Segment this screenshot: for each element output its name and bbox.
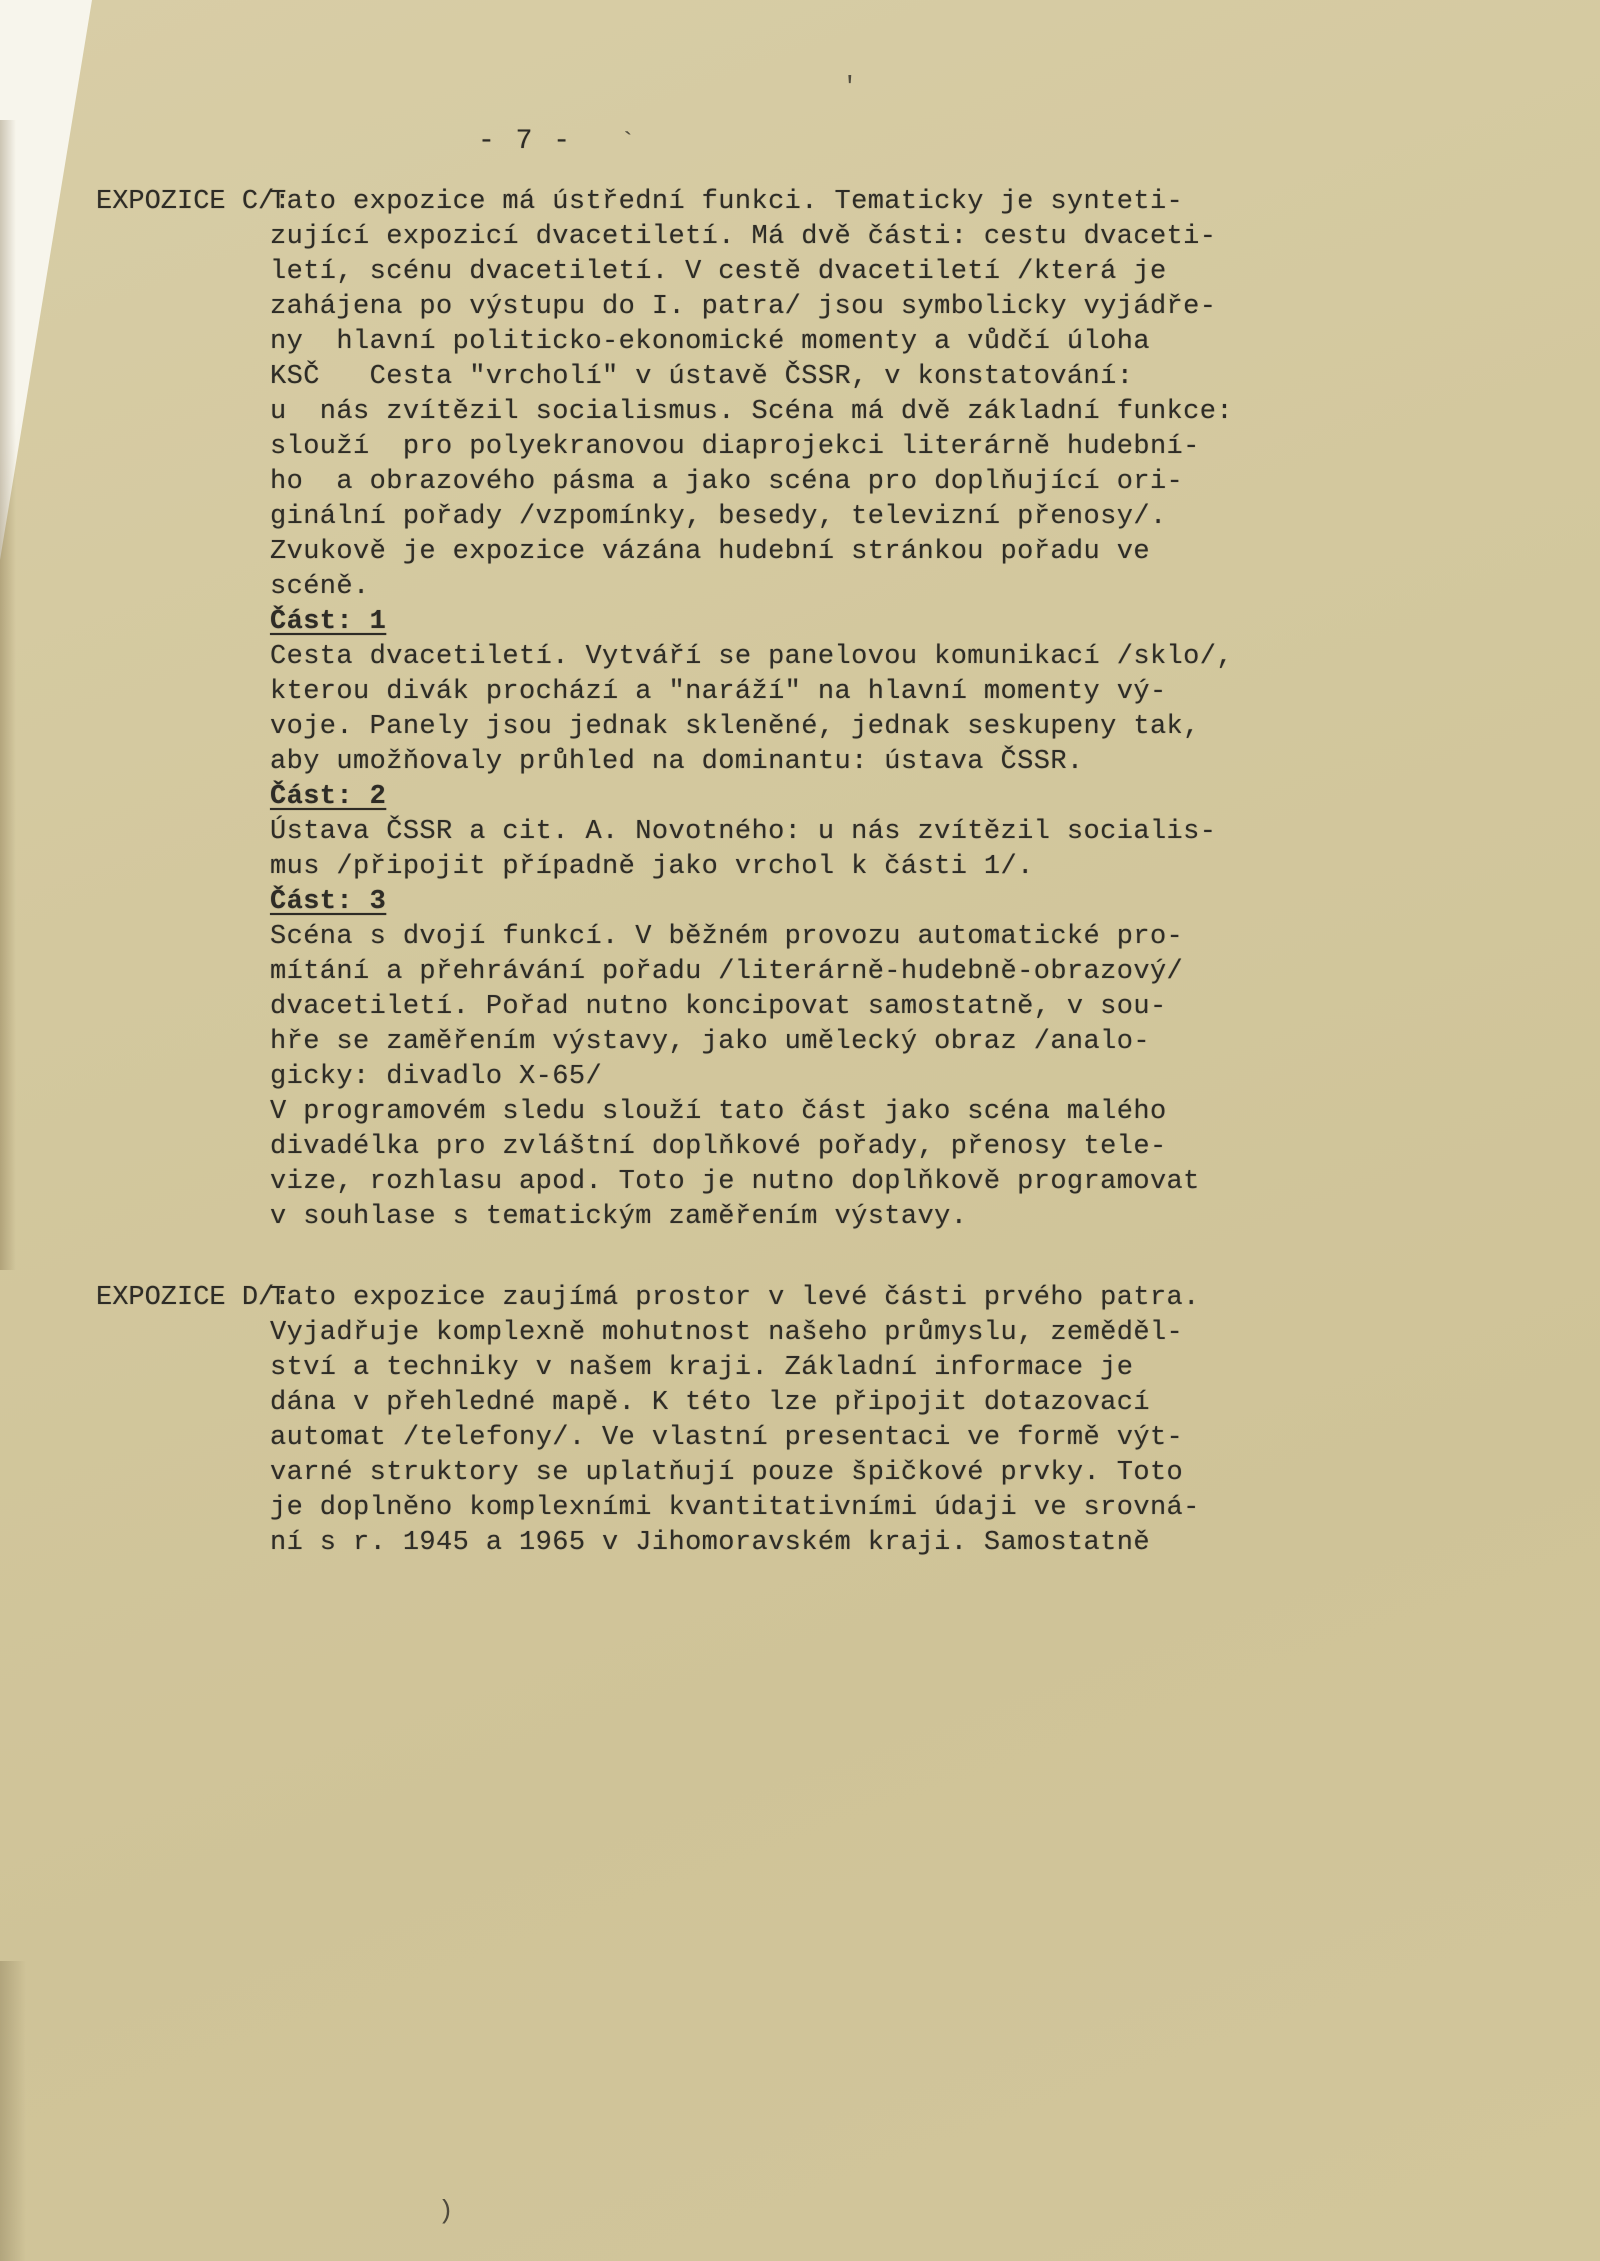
text-line: v souhlase s tematickým zaměřením výstavy. <box>270 1202 968 1232</box>
text-line: vize, rozhlasu apod. Toto je nutno doplňkově programovat <box>270 1167 1200 1197</box>
section-body <box>270 1281 1200 1561</box>
text-line: aby umožňovaly průhled na dominantu: ústava ČSSR. <box>270 747 1084 777</box>
text-line: letí, scénu dvacetiletí. V cestě dvacetiletí /která je <box>270 257 1167 287</box>
text-line: je doplněno komplexními kvantitativními údaji ve srovná- <box>270 1493 1200 1523</box>
text-line: Tato expozice má ústřední funkci. Tematicky je synteti- <box>270 187 1184 217</box>
text-line: Tato expozice zaujímá prostor v levé části prvého patra. <box>270 1283 1200 1313</box>
paper-edge-shadow-bottom <box>0 1961 26 2261</box>
scan-artifact: ' <box>842 72 858 102</box>
text-line: zující expozicí dvacetiletí. Má dvě části: cestu dvaceti- <box>270 222 1217 252</box>
scan-artifact: ` <box>620 128 636 158</box>
text-line: ství a techniky v našem kraji. Základní informace je <box>270 1353 1134 1383</box>
text-line: ní s r. 1945 a 1965 v Jihomoravském kraji. Samostatně <box>270 1528 1150 1558</box>
part-heading: Část: 2 <box>270 782 387 812</box>
text-line: automat /telefony/. Ve vlastní presentaci ve formě výt- <box>270 1423 1184 1453</box>
text-line: kterou divák prochází a "naráží" na hlavní momenty vý- <box>270 677 1167 707</box>
text-line: Zvukově je expozice vázána hudební stránkou pořadu ve <box>270 537 1150 567</box>
section-expozice-c <box>0 185 1600 1235</box>
text-line: Ústava ČSSR a cit. A. Novotného: u nás zvítězil socialis- <box>270 817 1217 847</box>
text-line: slouží pro polyekranovou diaprojekci literárně hudební- <box>270 432 1200 462</box>
section-label: EXPOZICE D/: <box>96 1283 291 1313</box>
text-line: u nás zvítězil socialismus. Scéna má dvě základní funkce: <box>270 397 1233 427</box>
text-line: scéně. <box>270 572 370 602</box>
text-line: Vyjadřuje komplexně mohutnost našeho průmyslu, zeměděl- <box>270 1318 1184 1348</box>
text-line: Scéna s dvojí funkcí. V běžném provozu automatické pro- <box>270 922 1184 952</box>
text-line: zahájena po výstupu do I. patra/ jsou symbolicky vyjádře- <box>270 292 1217 322</box>
text-line: hře se zaměřením výstavy, jako umělecký obraz /analo- <box>270 1027 1150 1057</box>
text-line: dvacetiletí. Pořad nutno koncipovat samostatně, v sou- <box>270 992 1167 1022</box>
page-number: - 7 - <box>478 126 573 157</box>
text-line: V programovém sledu slouží tato část jako scéna malého <box>270 1097 1167 1127</box>
text-line: gicky: divadlo X-65/ <box>270 1062 603 1092</box>
text-line: KSČ Cesta "vrcholí" v ústavě ČSSR, v konstatování: <box>270 362 1134 392</box>
text-line: mus /připojit případně jako vrchol k části 1/. <box>270 852 1034 882</box>
text-line: mítání a přehrávání pořadu /literárně-hudebně-obrazový/ <box>270 957 1184 987</box>
text-line: voje. Panely jsou jednak skleněné, jednak seskupeny tak, <box>270 712 1200 742</box>
scan-artifact: ) <box>438 2196 454 2226</box>
text-line: dána v přehledné mapě. K této lze připojit dotazovací <box>270 1388 1150 1418</box>
section-body <box>270 185 1233 1235</box>
text-line: ho a obrazového pásma a jako scéna pro doplňující ori- <box>270 467 1184 497</box>
text-line: divadélka pro zvláštní doplňkové pořady, přenosy tele- <box>270 1132 1167 1162</box>
section-label: EXPOZICE C/: <box>96 187 291 217</box>
text-line: ny hlavní politicko-ekonomické momenty a vůdčí úloha <box>270 327 1150 357</box>
text-line: varné struktory se uplatňují pouze špičkové prvky. Toto <box>270 1458 1184 1488</box>
part-heading: Část: 3 <box>270 887 387 917</box>
text-line: ginální pořady /vzpomínky, besedy, televizní přenosy/. <box>270 502 1167 532</box>
text-line: Cesta dvacetiletí. Vytváří se panelovou komunikací /sklo/, <box>270 642 1233 672</box>
section-expozice-d <box>0 1281 1600 1561</box>
part-heading: Část: 1 <box>270 607 387 637</box>
